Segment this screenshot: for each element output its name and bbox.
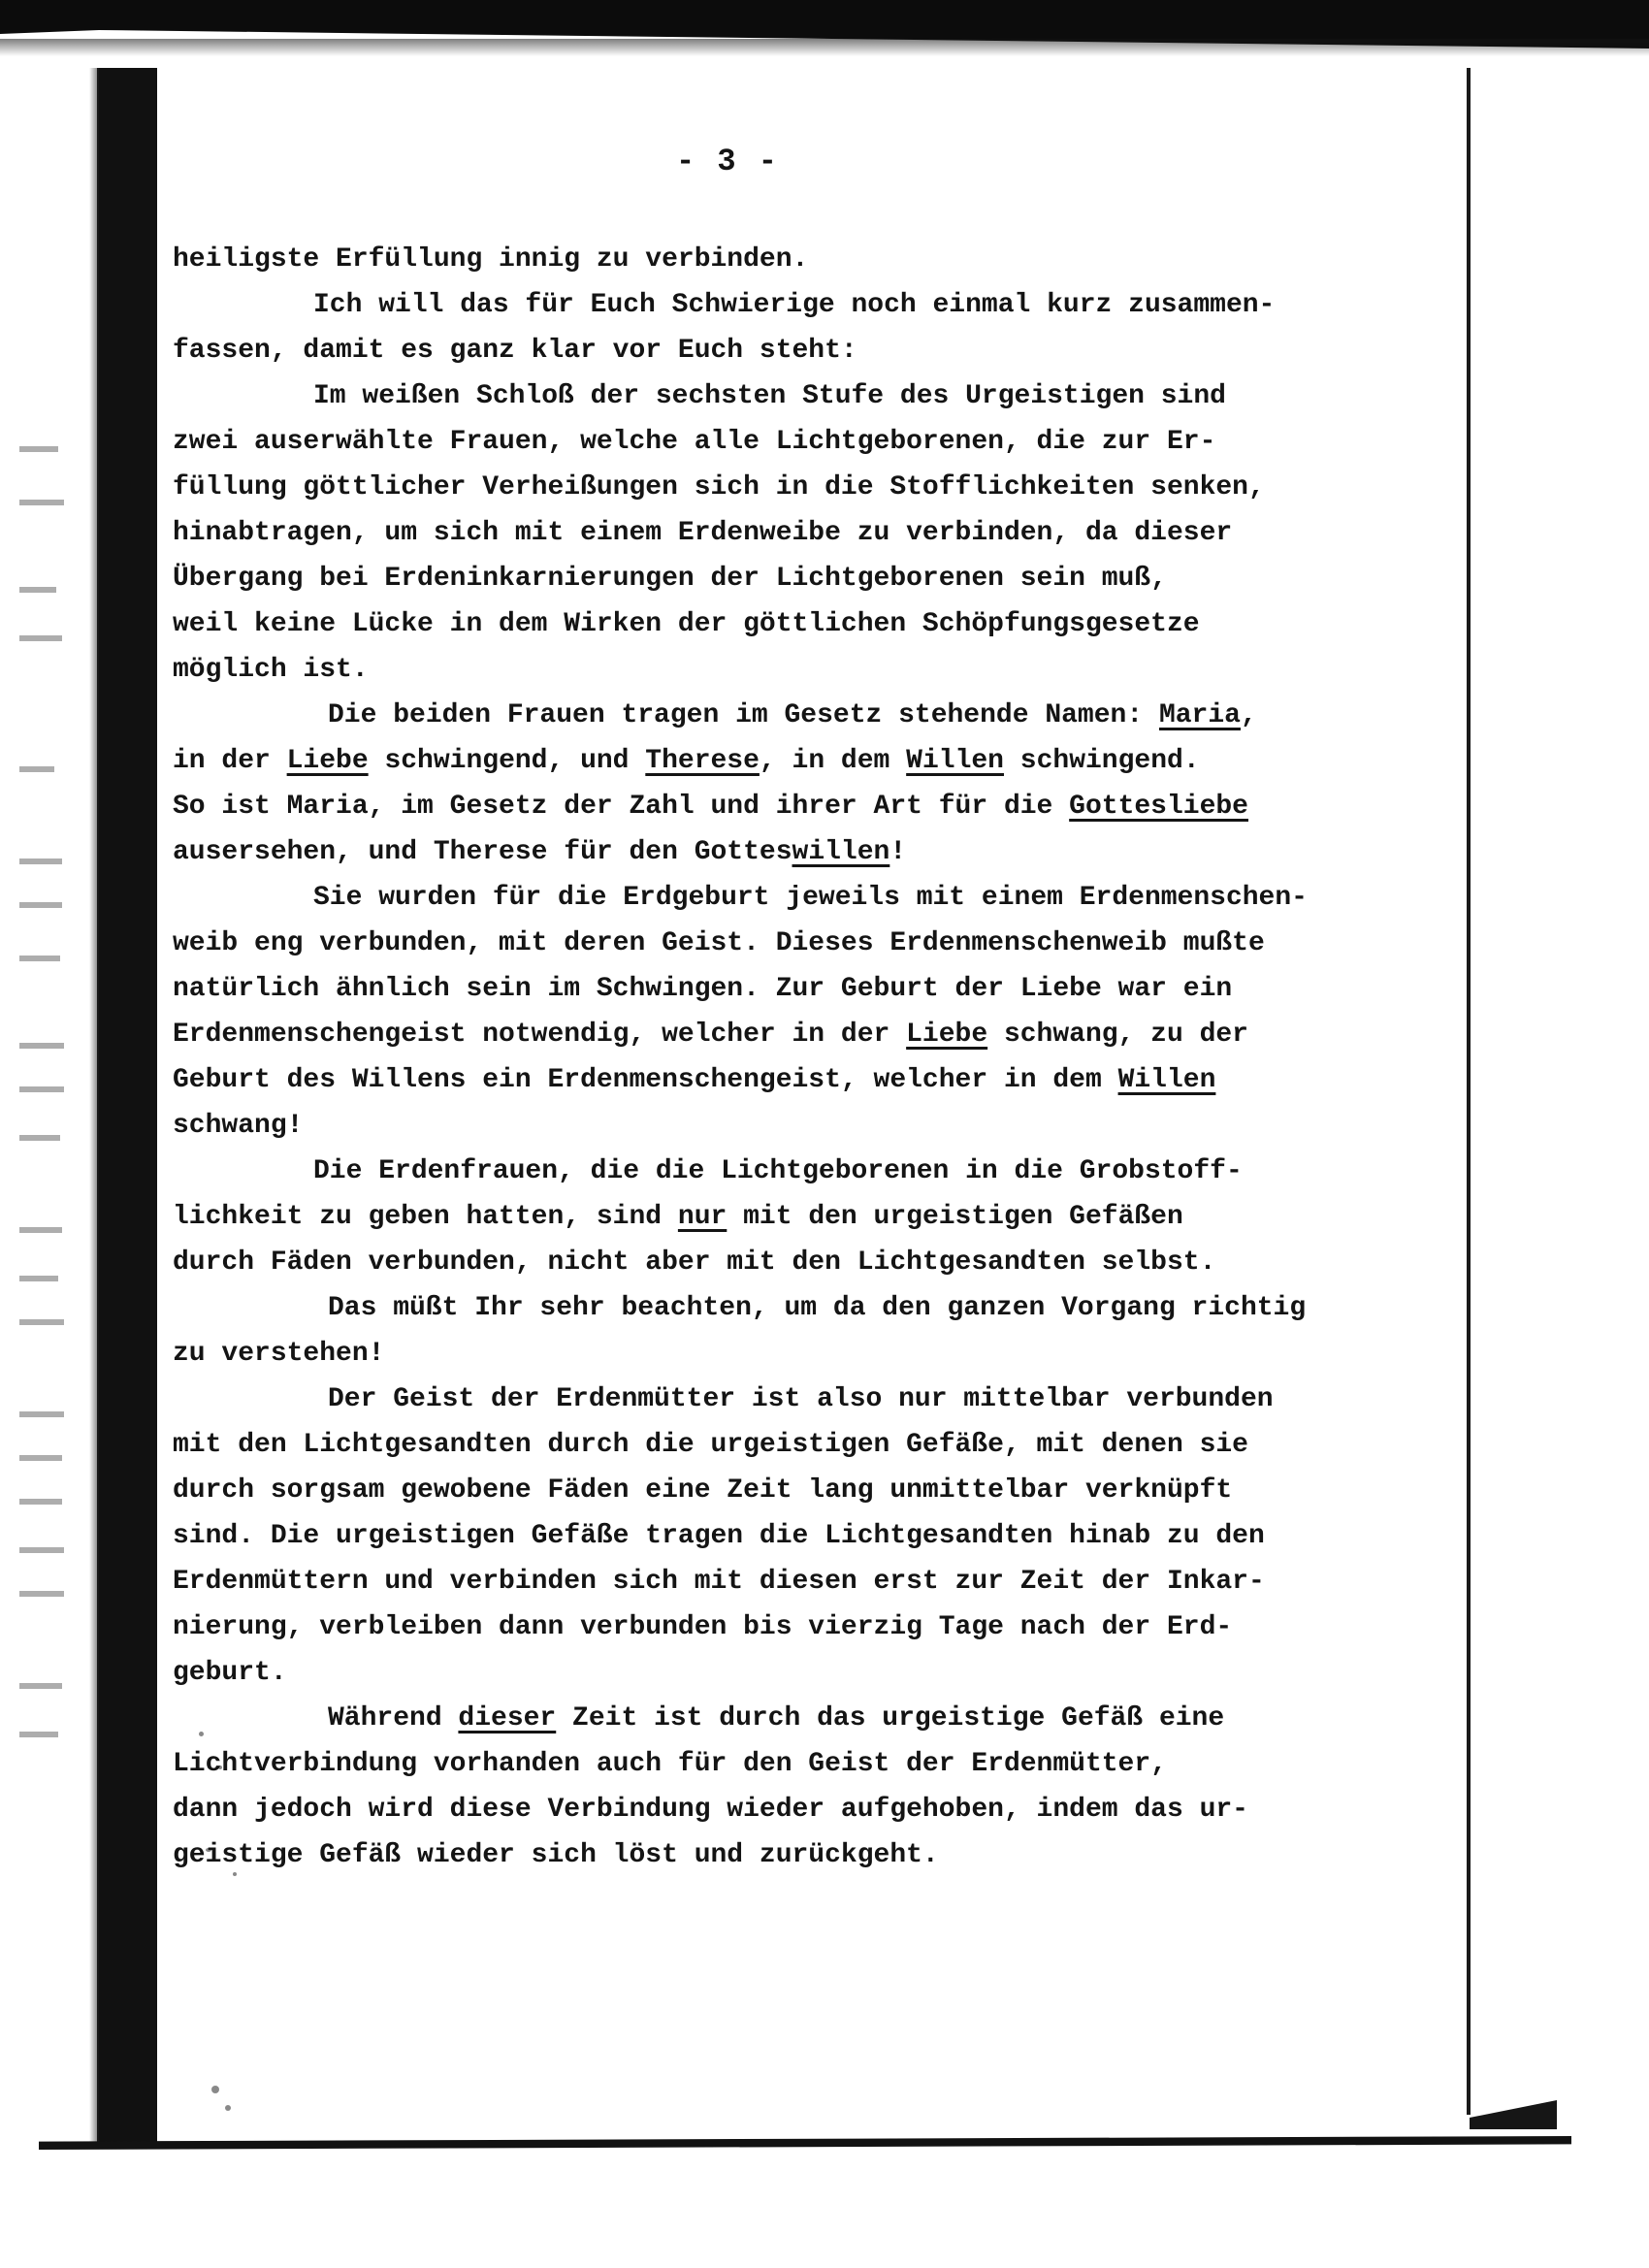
text-line bbox=[173, 1559, 1463, 1604]
text-line bbox=[173, 1650, 1463, 1696]
text-segment: durch Fäden verbunden, nicht aber mit den Lichtgesandten selbst. bbox=[173, 1247, 1216, 1278]
text-segment: zu verstehen! bbox=[173, 1339, 385, 1369]
underlined-word: Liebe bbox=[286, 746, 369, 776]
scan-left-shadow bbox=[89, 68, 99, 2144]
text-line bbox=[173, 1741, 1463, 1787]
text-line bbox=[173, 237, 1463, 282]
document-body bbox=[173, 237, 1463, 1878]
text-segment: schwang! bbox=[173, 1111, 304, 1141]
text-segment: schwingend. bbox=[1003, 746, 1200, 776]
text-segment: Lichtverbindung vorhanden auch für den Geist der Erdenmütter, bbox=[173, 1749, 1167, 1779]
scan-margin-mark bbox=[19, 1227, 62, 1233]
underlined-word: nur bbox=[677, 1202, 728, 1232]
text-line bbox=[173, 1240, 1463, 1285]
text-line bbox=[173, 373, 1463, 419]
text-segment: schwang, zu der bbox=[987, 1020, 1248, 1050]
text-segment: Die Erdenfrauen, die die Lichtgeborenen in die Grobstoff- bbox=[313, 1156, 1243, 1186]
text-line bbox=[173, 738, 1463, 784]
text-line bbox=[173, 1103, 1463, 1149]
scan-bottom-right-blot bbox=[1470, 2100, 1557, 2129]
text-segment: mit den urgeistigen Gefäßen bbox=[727, 1202, 1183, 1232]
text-line bbox=[173, 465, 1463, 510]
scan-left-binding-edge bbox=[97, 68, 157, 2144]
scan-top-shadow bbox=[0, 39, 1649, 56]
text-segment: lichkeit zu geben hatten, sind bbox=[173, 1202, 678, 1232]
text-line bbox=[173, 510, 1463, 556]
text-segment: Die beiden Frauen tragen im Gesetz stehende Namen: bbox=[328, 700, 1159, 730]
scan-margin-mark bbox=[19, 587, 56, 593]
text-line bbox=[173, 921, 1463, 966]
underlined-word: Maria bbox=[1158, 700, 1241, 730]
underlined-word: willen bbox=[792, 837, 890, 867]
text-segment: Geburt des Willens ein Erdenmenschengeist, welcher in dem bbox=[173, 1065, 1118, 1095]
scan-margin-mark bbox=[19, 446, 58, 452]
text-segment: Während bbox=[328, 1703, 459, 1733]
underlined-word: Gottesliebe bbox=[1069, 792, 1248, 822]
text-segment: fassen, damit es ganz klar vor Euch steht: bbox=[173, 336, 857, 366]
text-line bbox=[173, 1057, 1463, 1103]
text-segment: So ist Maria, im Gesetz der Zahl und ihrer Art für die bbox=[173, 792, 1070, 822]
scan-margin-mark bbox=[19, 1591, 64, 1597]
text-line bbox=[173, 829, 1463, 875]
text-segment: schwingend, und bbox=[368, 746, 646, 776]
text-segment: geistige Gefäß wieder sich löst und zurückgeht. bbox=[173, 1840, 939, 1870]
text-segment: füllung göttlicher Verheißungen sich in die Stofflichkeiten senken, bbox=[173, 472, 1265, 502]
scan-margin-mark bbox=[19, 1086, 64, 1092]
text-line bbox=[173, 1422, 1463, 1468]
underlined-word: Therese bbox=[645, 746, 760, 776]
text-segment: weil keine Lücke in dem Wirken der göttlichen Schöpfungsgesetze bbox=[173, 609, 1200, 639]
underlined-word: Willen bbox=[1117, 1065, 1216, 1095]
text-line bbox=[173, 1331, 1463, 1377]
scan-bottom-border bbox=[39, 2136, 1571, 2150]
scan-margin-mark bbox=[19, 902, 62, 908]
scan-margin-mark bbox=[19, 500, 64, 505]
text-line bbox=[173, 419, 1463, 465]
text-segment: sind. Die urgeistigen Gefäße tragen die Lichtgesandten hinab zu den bbox=[173, 1521, 1265, 1551]
text-segment: , in dem bbox=[759, 746, 907, 776]
text-segment: hinabtragen, um sich mit einem Erdenweibe zu verbinden, da dieser bbox=[173, 518, 1233, 548]
scan-right-edge bbox=[1467, 68, 1471, 2115]
text-line bbox=[173, 1149, 1463, 1194]
scan-speck bbox=[225, 2105, 231, 2111]
text-segment: Ich will das für Euch Schwierige noch einmal kurz zusammen- bbox=[313, 290, 1276, 320]
text-line bbox=[173, 1787, 1463, 1832]
text-segment: weib eng verbunden, mit deren Geist. Dieses Erdenmenschenweib mußte bbox=[173, 928, 1265, 958]
text-segment: , bbox=[1240, 700, 1257, 730]
text-segment: Erdenmenschengeist notwendig, welcher in der bbox=[173, 1020, 907, 1050]
text-segment: zwei auserwählte Frauen, welche alle Lichtgeborenen, die zur Er- bbox=[173, 427, 1216, 457]
text-line bbox=[173, 966, 1463, 1012]
text-segment: nierung, verbleiben dann verbunden bis vierzig Tage nach der Erd- bbox=[173, 1612, 1233, 1642]
text-line bbox=[173, 556, 1463, 601]
text-line bbox=[173, 1194, 1463, 1240]
scan-margin-mark bbox=[19, 635, 62, 641]
text-segment: ! bbox=[889, 837, 907, 867]
text-line bbox=[173, 1285, 1463, 1331]
scan-margin-mark bbox=[19, 956, 60, 961]
text-line bbox=[173, 1012, 1463, 1057]
underlined-word: Liebe bbox=[906, 1020, 988, 1050]
scan-speck bbox=[211, 2086, 219, 2093]
text-segment: ausersehen, und Therese für den Gottes bbox=[173, 837, 792, 867]
text-segment: Im weißen Schloß der sechsten Stufe des Urgeistigen sind bbox=[313, 381, 1226, 411]
scan-margin-mark bbox=[19, 1683, 62, 1689]
text-segment: in der bbox=[173, 746, 287, 776]
text-line bbox=[173, 647, 1463, 693]
text-segment: heiligste Erfüllung innig zu verbinden. bbox=[173, 244, 809, 275]
scan-margin-mark bbox=[19, 1043, 64, 1049]
scan-margin-mark bbox=[19, 1276, 58, 1281]
scan-margin-mark bbox=[19, 1319, 64, 1325]
text-line bbox=[173, 1513, 1463, 1559]
scan-margin-mark bbox=[19, 859, 62, 864]
underlined-word: Willen bbox=[906, 746, 1004, 776]
underlined-word: dieser bbox=[458, 1703, 557, 1733]
text-line bbox=[173, 1696, 1463, 1741]
text-segment: Erdenmüttern und verbinden sich mit diesen erst zur Zeit der Inkar- bbox=[173, 1567, 1265, 1597]
text-line bbox=[173, 1377, 1463, 1422]
text-segment: natürlich ähnlich sein im Schwingen. Zur Geburt der Liebe war ein bbox=[173, 974, 1233, 1004]
text-segment: Sie wurden für die Erdgeburt jeweils mit einem Erdenmenschen- bbox=[313, 883, 1308, 913]
text-line bbox=[173, 1468, 1463, 1513]
text-line bbox=[173, 601, 1463, 647]
text-line bbox=[173, 282, 1463, 328]
text-segment: durch sorgsam gewobene Fäden eine Zeit lang unmittelbar verknüpft bbox=[173, 1475, 1233, 1506]
text-segment: dann jedoch wird diese Verbindung wieder aufgehoben, indem das ur- bbox=[173, 1795, 1248, 1825]
text-line bbox=[173, 1604, 1463, 1650]
scan-margin-mark bbox=[19, 1547, 64, 1553]
text-segment: Zeit ist durch das urgeistige Gefäß eine bbox=[556, 1703, 1225, 1733]
text-segment: Der Geist der Erdenmütter ist also nur mittelbar verbunden bbox=[328, 1384, 1274, 1414]
text-segment: Übergang bei Erdeninkarnierungen der Lichtgeborenen sein muß, bbox=[173, 564, 1167, 594]
scan-margin-mark bbox=[19, 1455, 62, 1461]
text-segment: mit den Lichtgesandten durch die urgeistigen Gefäße, mit denen sie bbox=[173, 1430, 1248, 1460]
scan-margin-mark bbox=[19, 1499, 62, 1505]
text-segment: möglich ist. bbox=[173, 655, 369, 685]
scan-margin-mark bbox=[19, 766, 54, 772]
text-segment: Das müßt Ihr sehr beachten, um da den ganzen Vorgang richtig bbox=[328, 1293, 1307, 1323]
text-line bbox=[173, 784, 1463, 829]
text-line bbox=[173, 328, 1463, 373]
text-segment: geburt. bbox=[173, 1658, 287, 1688]
page-number: - 3 - bbox=[675, 144, 779, 179]
scan-margin-mark bbox=[19, 1732, 58, 1737]
text-line bbox=[173, 1832, 1463, 1878]
scan-margin-mark bbox=[19, 1135, 60, 1141]
text-line bbox=[173, 875, 1463, 921]
scan-margin-mark bbox=[19, 1411, 64, 1417]
text-line bbox=[173, 693, 1463, 738]
